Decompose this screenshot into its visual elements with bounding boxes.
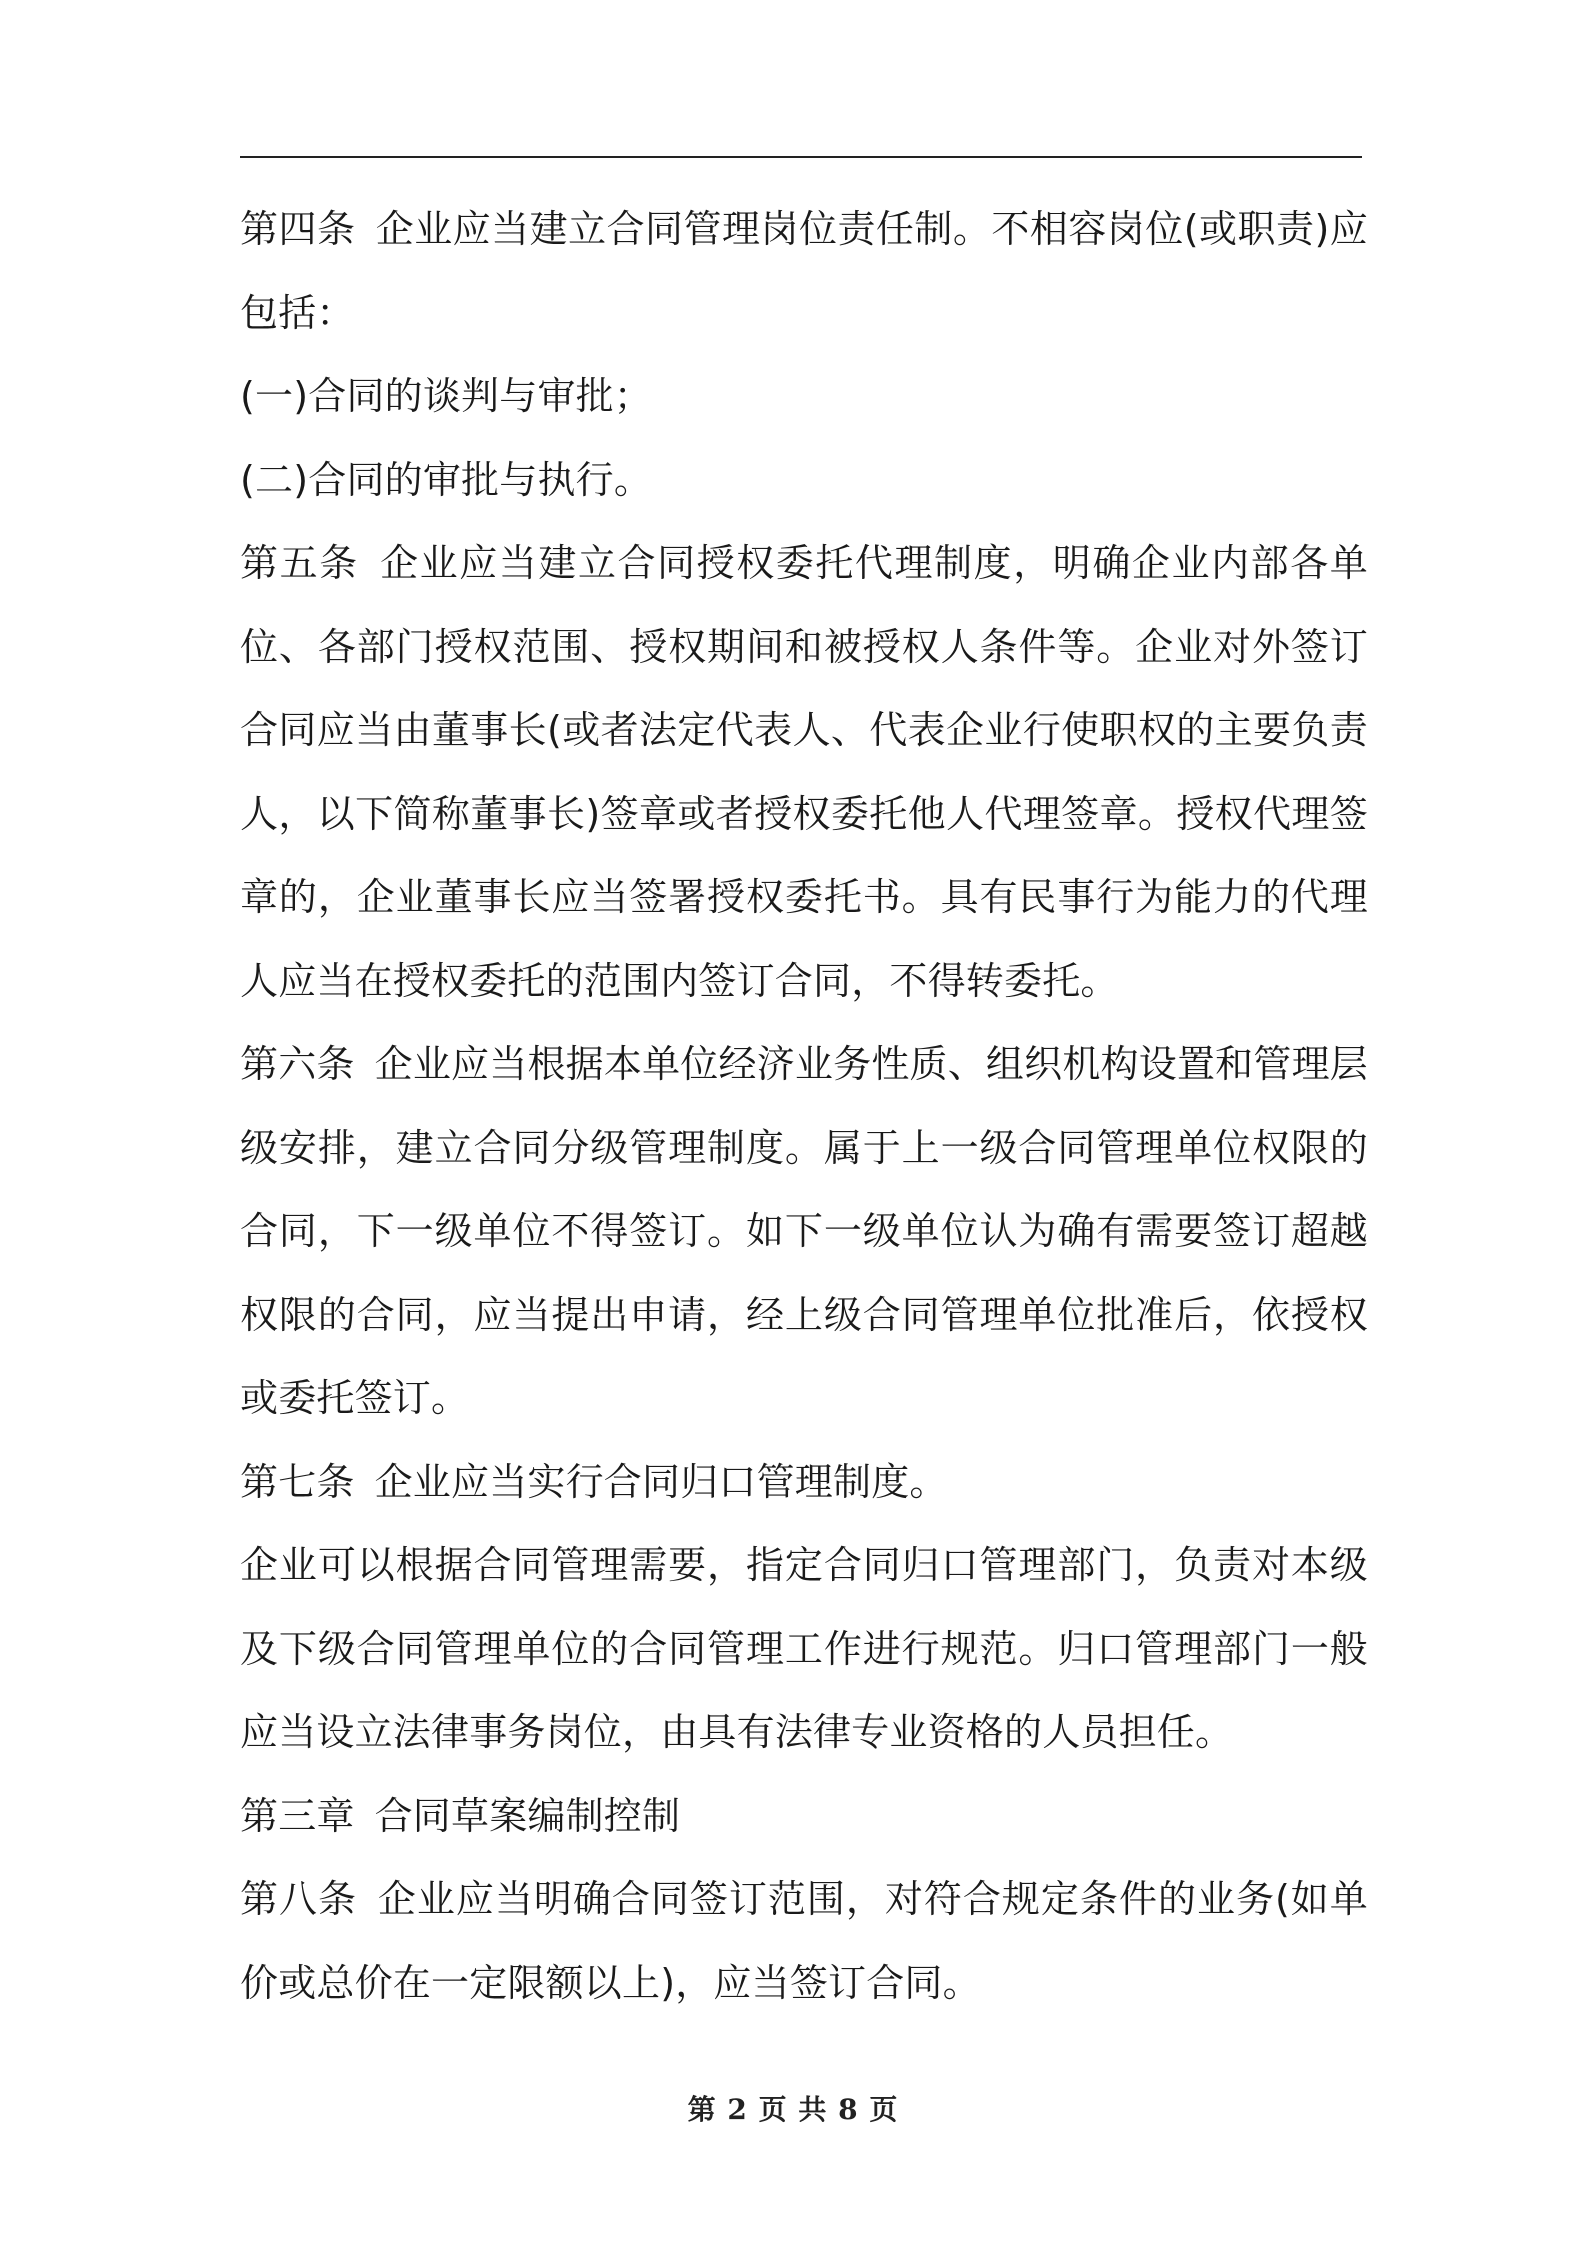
chapter-label: 第三章 [240, 1793, 355, 1838]
page-number-footer: 第 2 页 共 8 页 [687, 2093, 899, 2126]
paragraph-article-4 [240, 188, 1368, 355]
paragraph-text: 企业应当建立合同授权委托代理制度，明确企业内部各单位、各部门授权范围、授权期间和被授权人条件等。企业对外签订合同应当由董事长(或者法定代表人、代表企业行使职权的主要负责人，以下简称董事长)签章或者授权委托他人代理签章。授权代理签章的，企业董事长应当签署授权委托书。具有民事行为能力的代理人应当在授权委托的范围内签订合同，不得转委托。 [240, 541, 1368, 1003]
paragraph-text: 企业应当明确合同签订范围，对符合规定条件的业务(如单价或总价在一定限额以上)，应当签订合同。 [240, 1877, 1369, 2005]
article-label: 第七条 [240, 1459, 355, 1504]
paragraph-text: (二)合同的审批与执行。 [240, 457, 653, 502]
paragraph-article-5 [240, 522, 1368, 1023]
chapter-heading [240, 1775, 1368, 1859]
paragraph-article-8 [240, 1858, 1368, 2025]
paragraph-text: (一)合同的谈判与审批； [240, 374, 653, 418]
chapter-title: 合同草案编制控制 [374, 1793, 681, 1838]
article-label: 第八条 [240, 1877, 358, 1921]
paragraph-text: 企业应当根据本单位经济业务性质、组织机构设置和管理层级安排，建立合同分级管理制度。属于上一级合同管理单位权限的合同，下一级单位不得签订。如下一级单位认为确有需要签订超越权限的合同，应当提出申请，经上级合同管理单位批准后，依授权或委托签订。 [240, 1042, 1368, 1420]
paragraph-article-7-detail [240, 1524, 1368, 1775]
header-rule [240, 156, 1362, 158]
paragraph-item-1 [240, 355, 1368, 439]
document-body [240, 188, 1368, 2025]
paragraph-item-2 [240, 439, 1368, 523]
article-label: 第四条 [240, 207, 356, 251]
paragraph-article-6 [240, 1023, 1368, 1441]
paragraph-text: 企业应当实行合同归口管理制度。 [374, 1459, 948, 1504]
paragraph-text: 企业可以根据合同管理需要，指定合同归口管理部门，负责对本级及下级合同管理单位的合同管理工作进行规范。归口管理部门一般应当设立法律事务岗位，由具有法律专业资格的人员担任。 [240, 1543, 1368, 1754]
article-label: 第六条 [240, 1042, 355, 1086]
article-label: 第五条 [240, 541, 359, 585]
paragraph-text: 企业应当建立合同管理岗位责任制。不相容岗位(或职责)应包括： [240, 207, 1368, 335]
paragraph-article-7 [240, 1441, 1368, 1525]
